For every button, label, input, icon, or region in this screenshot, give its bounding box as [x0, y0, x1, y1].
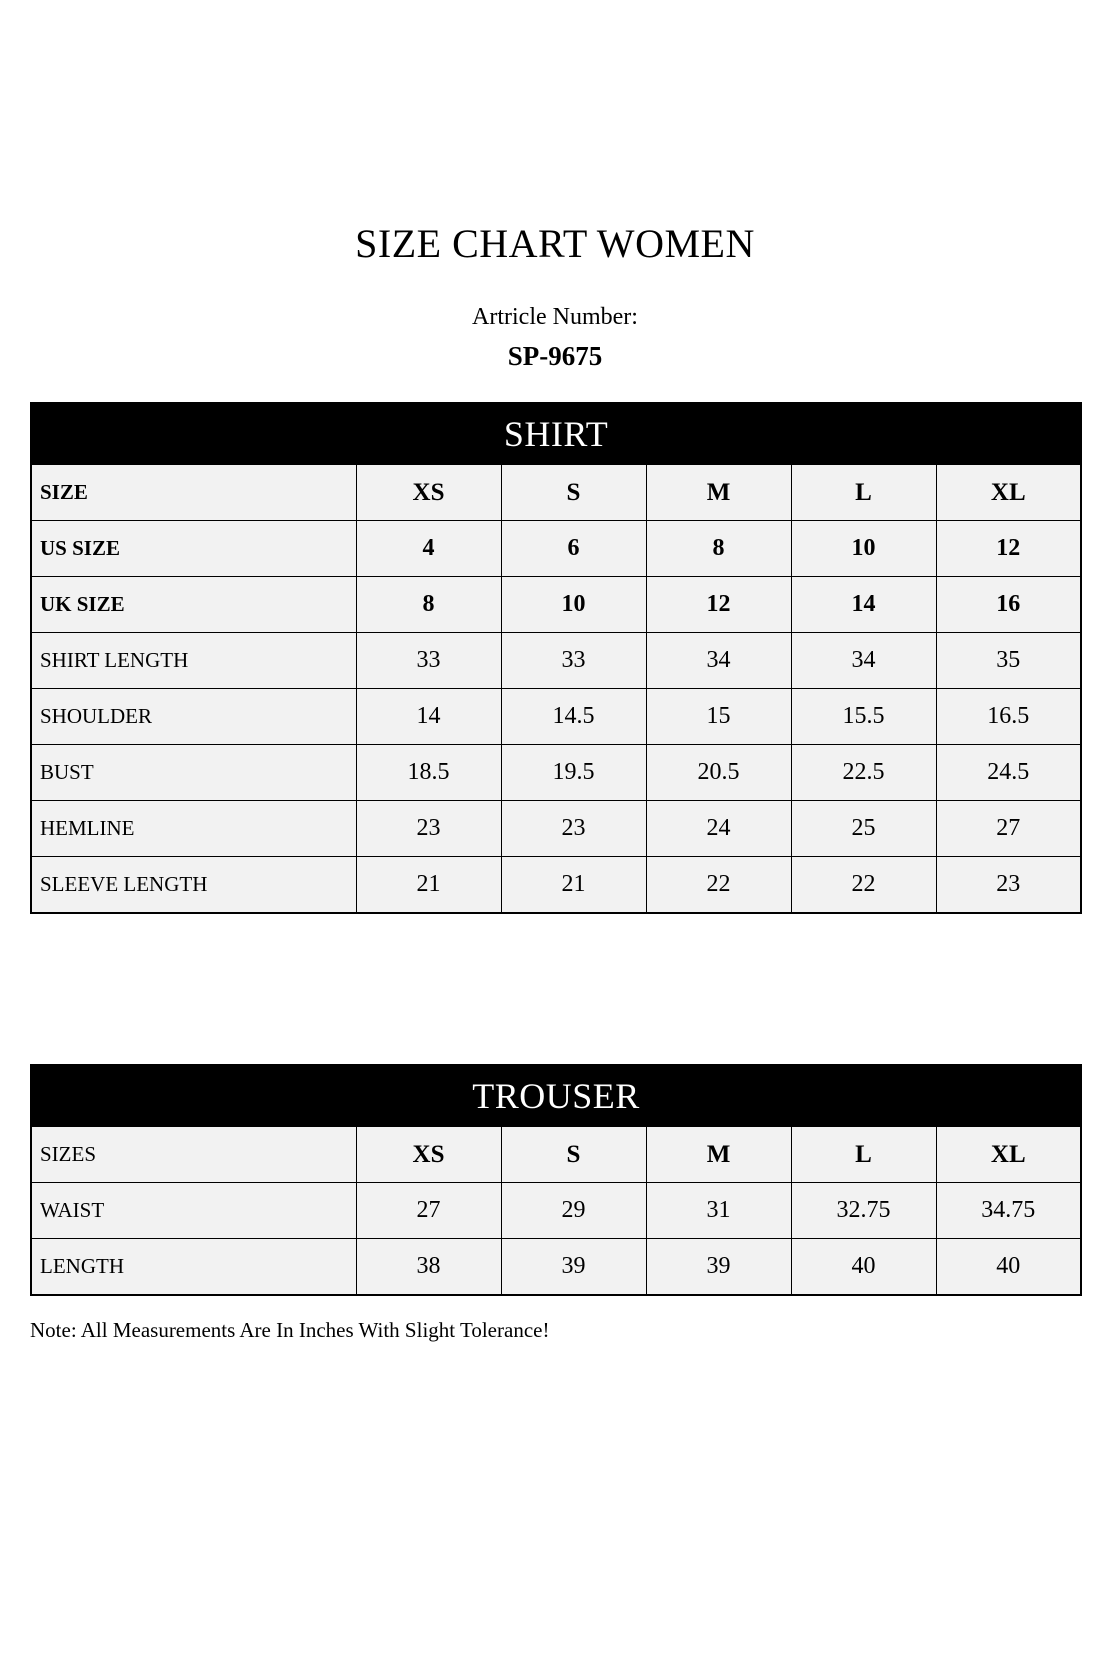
article-number-value: SP-9675: [507, 341, 603, 372]
table-cell: 14: [356, 689, 501, 745]
table-cell: 24: [646, 801, 791, 857]
table-cell: 34: [791, 633, 936, 689]
table-cell: 25: [791, 801, 936, 857]
shirt-size-table: [30, 402, 1082, 914]
table-cell: 12: [936, 521, 1081, 577]
row-header-label: SIZES: [31, 1127, 356, 1183]
table-cell: 4: [356, 521, 501, 577]
table-cell: 35: [936, 633, 1081, 689]
table-cell: 18.5: [356, 745, 501, 801]
row-header-label: UK SIZE: [31, 577, 356, 633]
table-cell: 39: [501, 1239, 646, 1296]
row-header-label: HEMLINE: [31, 801, 356, 857]
table-cell: 33: [356, 633, 501, 689]
table-section-header-row: [31, 1065, 1081, 1127]
table-row: [31, 801, 1081, 857]
table-cell: 27: [936, 801, 1081, 857]
table-cell: L: [791, 465, 936, 521]
table-row: [31, 1239, 1081, 1296]
table-cell: 24.5: [936, 745, 1081, 801]
table-cell: 10: [791, 521, 936, 577]
table-cell: 20.5: [646, 745, 791, 801]
table-cell: M: [646, 465, 791, 521]
table-cell: 32.75: [791, 1183, 936, 1239]
trouser-table-container: [30, 1064, 1080, 1296]
table-cell: 22: [791, 857, 936, 914]
table-cell: L: [791, 1127, 936, 1183]
table-cell: 39: [646, 1239, 791, 1296]
table-cell: XS: [356, 1127, 501, 1183]
table-cell: 40: [791, 1239, 936, 1296]
table-cell: XL: [936, 1127, 1081, 1183]
table-row: [31, 689, 1081, 745]
trouser-size-table: [30, 1064, 1082, 1296]
table-cell: 23: [356, 801, 501, 857]
table-cell: 19.5: [501, 745, 646, 801]
table-row: [31, 1183, 1081, 1239]
shirt-table-container: [30, 402, 1080, 914]
table-cell: 16.5: [936, 689, 1081, 745]
table-cell: 16: [936, 577, 1081, 633]
table-cell: 23: [501, 801, 646, 857]
table-row: [31, 745, 1081, 801]
table-row: [31, 521, 1081, 577]
table-cell: 38: [356, 1239, 501, 1296]
table-cell: 15: [646, 689, 791, 745]
row-header-label: SHIRT LENGTH: [31, 633, 356, 689]
table-cell: 12: [646, 577, 791, 633]
table-cell: 8: [646, 521, 791, 577]
table-cell: S: [501, 1127, 646, 1183]
table-cell: M: [646, 1127, 791, 1183]
table-cell: 22: [646, 857, 791, 914]
row-header-label: BUST: [31, 745, 356, 801]
table-row: [31, 857, 1081, 914]
row-header-label: US SIZE: [31, 521, 356, 577]
article-number-label: Artricle Number:: [472, 304, 638, 330]
table-cell: 34: [646, 633, 791, 689]
row-header-label: WAIST: [31, 1183, 356, 1239]
table-row: [31, 633, 1081, 689]
table-cell: 31: [646, 1183, 791, 1239]
table-cell: 6: [501, 521, 646, 577]
table-cell: 40: [936, 1239, 1081, 1296]
row-header-label: SHOULDER: [31, 689, 356, 745]
table-row: [31, 577, 1081, 633]
table-row: [31, 465, 1081, 521]
table-cell: 33: [501, 633, 646, 689]
trouser-section-title: TROUSER: [31, 1065, 1081, 1127]
table-cell: 27: [356, 1183, 501, 1239]
table-cell: XS: [356, 465, 501, 521]
table-cell: 23: [936, 857, 1081, 914]
table-section-header-row: [31, 403, 1081, 465]
page-title: SIZE CHART WOMEN: [355, 221, 755, 266]
table-cell: 14.5: [501, 689, 646, 745]
measurements-note: Note: All Measurements Are In Inches With Slight Tolerance!: [30, 1318, 550, 1343]
table-cell: 14: [791, 577, 936, 633]
table-cell: 22.5: [791, 745, 936, 801]
shirt-section-title: SHIRT: [31, 403, 1081, 465]
table-cell: XL: [936, 465, 1081, 521]
row-header-label: SLEEVE LENGTH: [31, 857, 356, 914]
table-cell: S: [501, 465, 646, 521]
table-cell: 21: [501, 857, 646, 914]
table-cell: 10: [501, 577, 646, 633]
table-cell: 21: [356, 857, 501, 914]
table-row: [31, 1127, 1081, 1183]
table-cell: 29: [501, 1183, 646, 1239]
table-cell: 15.5: [791, 689, 936, 745]
row-header-label: SIZE: [31, 465, 356, 521]
table-cell: 34.75: [936, 1183, 1081, 1239]
table-cell: 8: [356, 577, 501, 633]
row-header-label: LENGTH: [31, 1239, 356, 1296]
